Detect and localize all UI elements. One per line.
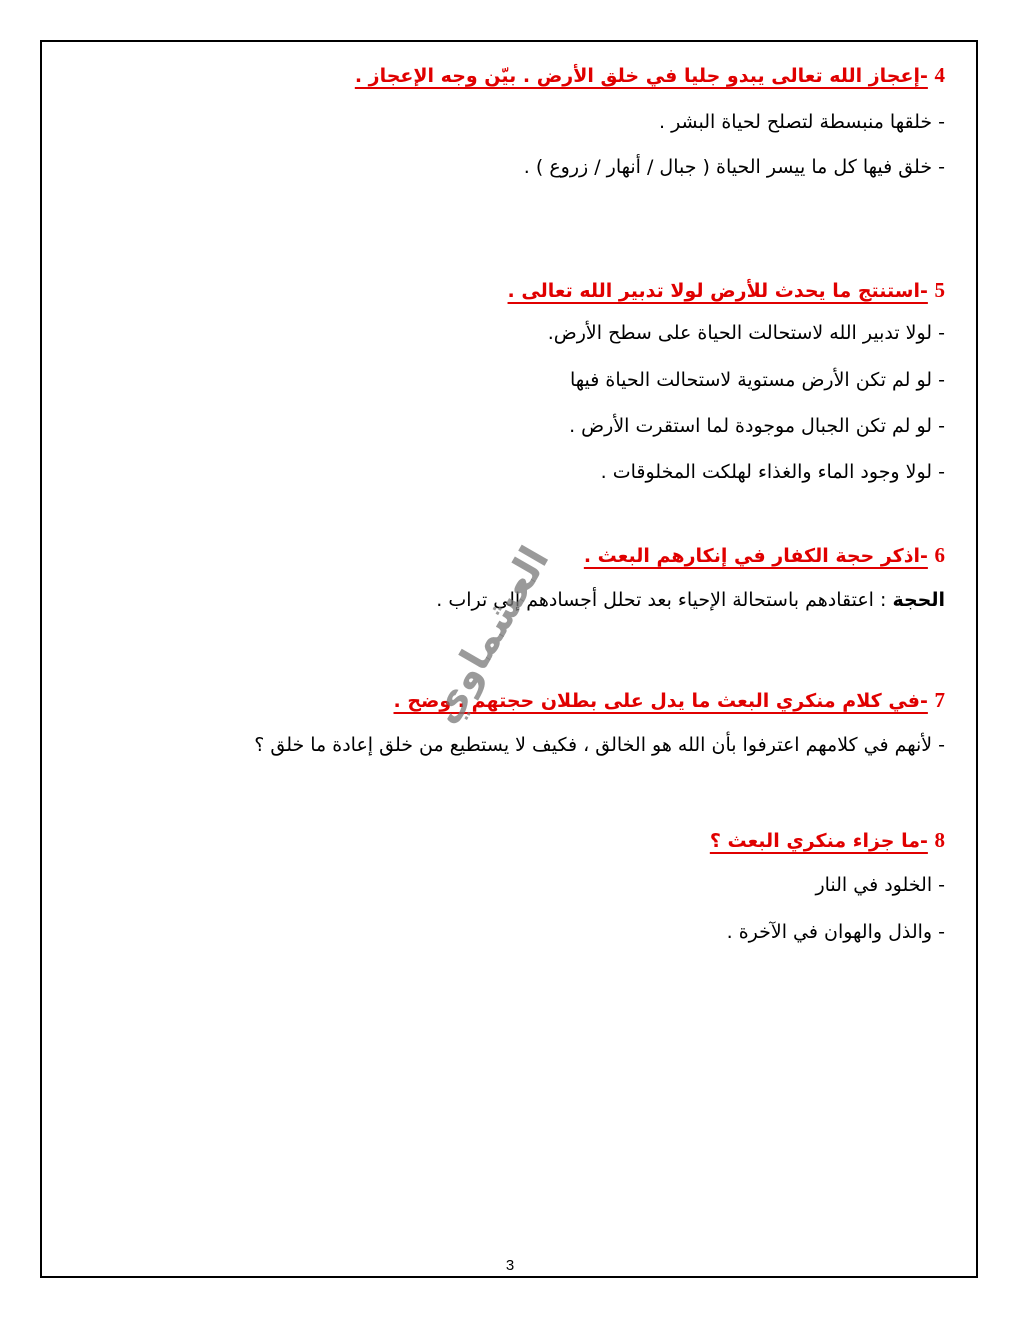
answer-line: - لولا تدبير الله لاستحالت الحياة على سطح الأرض. — [547, 322, 945, 344]
answer-line: - لو لم تكن الأرض مستوية لاستحالت الحياة فيها — [569, 369, 945, 391]
question-text: -في كلام منكري البعث ما يدل على بطلان حجتهم . وضح . — [393, 690, 928, 712]
question-number: 7 — [934, 688, 945, 712]
question-number: 5 — [934, 278, 945, 302]
question-text: -استنتج ما يحدث للأرض لولا تدبير الله تعالى . — [507, 280, 928, 302]
answer-label: الحجة — [892, 589, 945, 611]
question-text: -اذكر حجة الكفار في إنكارهم البعث . — [583, 545, 928, 567]
answer-line: - لولا وجود الماء والغذاء لهلكت المخلوقات . — [600, 461, 945, 483]
page-number: 3 — [505, 1257, 515, 1274]
question-number: 6 — [934, 543, 945, 567]
answer-text: : اعتقادهم باستحالة الإحياء بعد تحلل أجسادهم إلى تراب . — [436, 589, 893, 611]
question-4 — [355, 60, 945, 91]
question-6 — [584, 540, 945, 571]
page-frame — [40, 40, 978, 1278]
question-number: 8 — [934, 828, 945, 852]
question-text: -ما جزاء منكري البعث ؟ — [709, 830, 928, 852]
answer-line: - والذل والهوان في الآخرة . — [726, 921, 945, 943]
question-8 — [710, 825, 945, 856]
answer-line: - خلق فيها كل ما ييسر الحياة ( جبال / أنهار / زروع ) . — [523, 156, 945, 178]
question-number: 4 — [934, 63, 945, 87]
question-5 — [508, 275, 945, 306]
question-text: -إعجاز الله تعالى يبدو جليا في خلق الأرض . بيّن وجه الإعجاز . — [354, 65, 928, 87]
answer-line: - لو لم تكن الجبال موجودة لما استقرت الأرض . — [569, 415, 945, 437]
watermark: العشماوي — [420, 538, 559, 732]
answer-line: - خلقها منبسطة لتصلح لحياة البشر . — [658, 111, 945, 133]
answer-line: - لأنهم في كلامهم اعترفوا بأن الله هو الخالق ، فكيف لا يستطيع من خلق إعادة ما خلق ؟ — [254, 734, 945, 756]
answer-line: - الخلود في النار — [815, 874, 945, 896]
